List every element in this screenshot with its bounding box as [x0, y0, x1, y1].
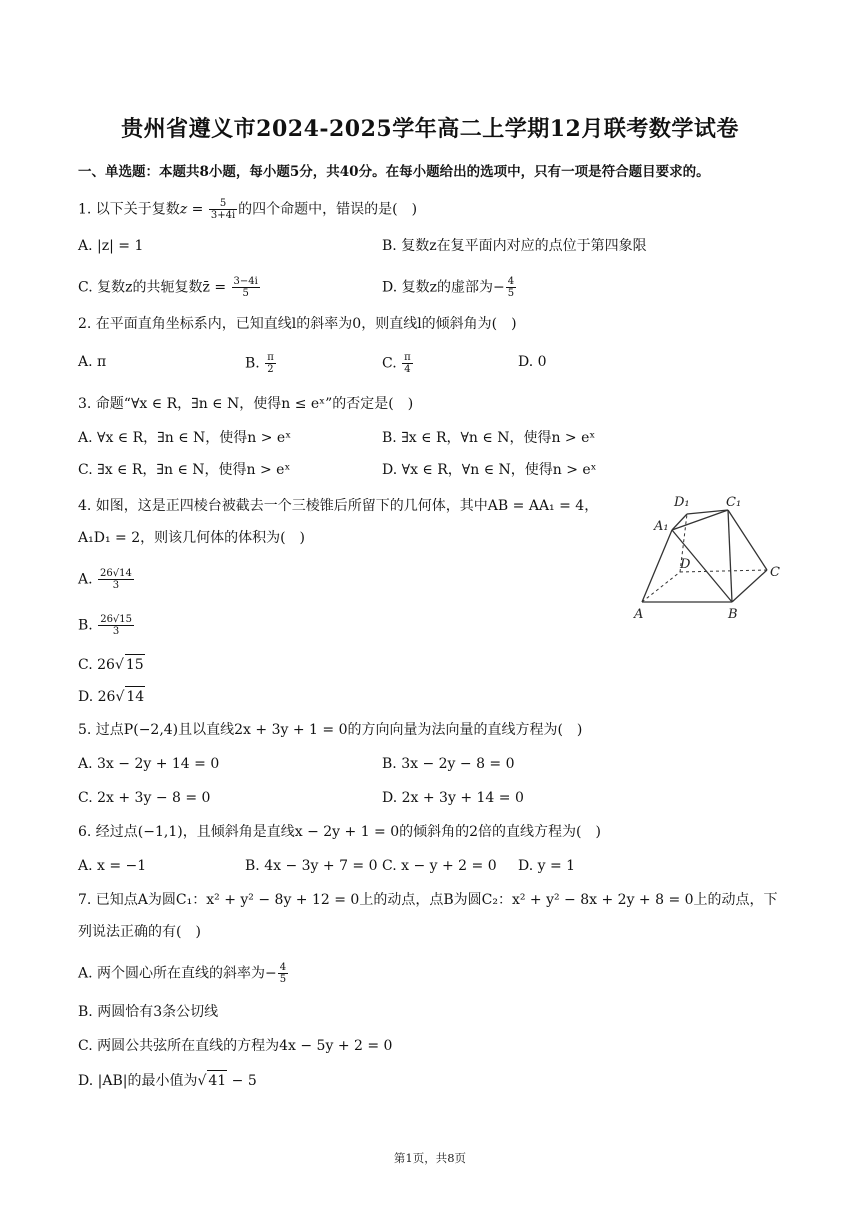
q4-a-num: 26√14: [100, 568, 132, 579]
q4-option-d[interactable]: D. 26√ 14: [78, 686, 145, 707]
q7-option-d-tail: − 5: [227, 1073, 257, 1089]
q7-option-d[interactable]: D. |AB|的最小值为√ 41 − 5: [78, 1070, 257, 1091]
q3-option-c[interactable]: C. ∃x ∈ R，∃n ∈ N，使得n > eˣ: [78, 462, 291, 478]
question-5-stem: 5. 过点P(−2,4)且以直线2x + 3y + 1 = 0的方向向量为法向量的直线方程为( ): [78, 722, 583, 738]
label-c: C: [770, 565, 780, 580]
question-6-stem: 6. 经过点(−1,1)，且倾斜角是直线x − 2y + 1 = 0的倾斜角的2倍的直线方程为( ): [78, 824, 601, 840]
label-a1: A₁: [654, 519, 669, 534]
q2-b-den: 2: [267, 364, 274, 375]
question-2-stem: 2. 在平面直角坐标系内，已知直线l的斜率为0，则直线l的倾斜角为( ): [78, 316, 517, 332]
q2-option-c[interactable]: [382, 352, 414, 375]
frustum-figure: [632, 490, 792, 620]
q4-option-d-text: D. 26: [78, 689, 116, 705]
q3-option-d[interactable]: D. ∀x ∈ R，∀n ∈ N，使得n > eˣ: [382, 462, 597, 478]
q6-option-c[interactable]: C. x − y + 2 = 0: [382, 858, 497, 874]
q1-option-c-text: C. 复数z的共轭复数z̄ =: [78, 279, 227, 296]
q4-option-c-text: C. 26: [78, 657, 115, 673]
question-7-stem-line2: 列说法正确的有( ): [78, 924, 201, 940]
q7-option-a-text: A. 两个圆心所在直线的斜率为−: [78, 965, 277, 982]
edge-c1b: [728, 510, 732, 602]
q5-option-c[interactable]: C. 2x + 3y − 8 = 0: [78, 790, 211, 806]
q1-option-c[interactable]: [78, 276, 261, 299]
question-4-stem-line2: A₁D₁ = 2，则该几何体的体积为( ): [78, 530, 306, 546]
q4-option-a[interactable]: [78, 568, 135, 591]
q4-option-b-fraction: [98, 614, 134, 637]
label-b: B: [728, 607, 738, 620]
q4-option-a-fraction: [98, 568, 134, 591]
q1-frac-den: 3+4i: [210, 210, 236, 221]
question-4-stem-line1: 4. 如图，这是正四棱台被截去一个三棱锥后所留下的几何体，其中AB = AA₁ = 4，: [78, 498, 599, 514]
question-1-stem: 1. 以下关于复数z = $\frac{5}{3+4i}$ 的四个命题中，错误的是( ): [78, 198, 418, 221]
q2-c-num: π: [404, 352, 411, 363]
label-d1: D₁: [674, 495, 690, 510]
q6-option-b[interactable]: B. 4x − 3y + 7 = 0: [245, 858, 378, 874]
q1-d-den: 5: [507, 288, 515, 299]
q4-option-c[interactable]: C. 26√ 15: [78, 654, 145, 675]
q5-option-a[interactable]: A. 3x − 2y + 14 = 0: [78, 756, 220, 772]
q7-option-d-radicand: 41: [207, 1070, 227, 1091]
q2-option-b-text: B.: [245, 355, 260, 372]
q2-option-b[interactable]: [245, 352, 277, 375]
q4-option-c-radicand: 15: [125, 654, 145, 675]
q1-frac-num: 5: [209, 198, 237, 210]
q6-option-d[interactable]: D. y = 1: [518, 858, 576, 874]
q2-option-c-text: C.: [382, 355, 397, 372]
q7-a-den: 5: [279, 974, 287, 985]
q1-option-a[interactable]: A. |z| = 1: [78, 238, 144, 254]
q3-option-a[interactable]: A. ∀x ∈ R，∃n ∈ N，使得n > eˣ: [78, 430, 292, 446]
q1-c-den: 5: [242, 288, 249, 299]
q1-stem-b: 的四个命题中，错误的是( ): [238, 201, 418, 218]
q6-option-a[interactable]: A. x = −1: [78, 858, 147, 874]
q2-b-num: π: [267, 352, 274, 363]
q1-d-num: 4: [507, 276, 515, 287]
q5-option-b[interactable]: B. 3x − 2y − 8 = 0: [382, 756, 515, 772]
page-footer: 第1页，共8页: [393, 1151, 467, 1165]
q2-option-a[interactable]: A. π: [78, 354, 107, 370]
q4-option-d-radicand: 14: [125, 686, 145, 707]
q5-option-d[interactable]: D. 2x + 3y + 14 = 0: [382, 790, 524, 806]
q4-option-b[interactable]: [78, 614, 135, 637]
q2-option-b-fraction: [265, 352, 276, 375]
q4-b-num: 26√15: [100, 614, 133, 625]
q2-option-c-fraction: [402, 352, 413, 375]
q4-option-b-text: B.: [78, 617, 93, 634]
q7-option-a[interactable]: [78, 962, 289, 985]
q2-c-den: 4: [404, 364, 411, 375]
q4-b-den: 3: [112, 626, 120, 637]
q1-c-num: 3−4i: [233, 276, 258, 287]
q2-option-d[interactable]: D. 0: [518, 354, 547, 370]
q4-a-den: 3: [112, 580, 120, 591]
q1-option-d[interactable]: [382, 276, 517, 299]
edge-aa1: [642, 530, 672, 602]
label-c1: C₁: [726, 495, 742, 510]
page-title: 贵州省遵义市2024-2025学年高二上学期12月联考数学试卷: [121, 116, 739, 142]
label-a: A: [634, 607, 644, 620]
q7-option-b[interactable]: B. 两圆恰有3条公切线: [78, 1004, 219, 1020]
q4-option-a-text: A.: [78, 571, 93, 588]
q1-stem-a: 1. 以下关于复数: [78, 201, 180, 218]
section-heading: 一、单选题：本题共8小题，每小题5分，共40分。在每小题给出的选项中，只有一项是符合题目要求的。: [78, 164, 710, 180]
edge-bc: [732, 570, 767, 602]
q7-option-c[interactable]: C. 两圆公共弦所在直线的方程为4x − 5y + 2 = 0: [78, 1038, 393, 1054]
q3-option-b[interactable]: B. ∃x ∈ R，∀n ∈ N，使得n > eˣ: [382, 430, 596, 446]
edge-c1c: [728, 510, 767, 570]
q7-option-a-fraction: [278, 962, 288, 985]
q1-option-d-text: D. 复数z的虚部为−: [382, 279, 505, 296]
question-3-stem: 3. 命题“∀x ∈ R，∃n ∈ N，使得n ≤ eˣ”的否定是( ): [78, 396, 414, 412]
hidden-edge-dc: [680, 570, 767, 572]
question-7-stem-line1: 7. 已知点A为圆C₁：x² + y² − 8y + 12 = 0上的动点，点B为圆C₂：x² + y² − 8x + 2y + 8 = 0上的动点，下: [78, 892, 778, 908]
q1-option-d-fraction: [506, 276, 516, 299]
q7-option-d-text: D. |AB|的最小值为: [78, 1073, 198, 1089]
q1-fraction: [209, 198, 237, 221]
q7-a-num: 4: [279, 962, 287, 973]
q1-option-c-fraction: [232, 276, 260, 299]
label-d: D: [680, 557, 691, 572]
q1-option-b[interactable]: B. 复数z在复平面内对应的点位于第四象限: [382, 238, 647, 254]
